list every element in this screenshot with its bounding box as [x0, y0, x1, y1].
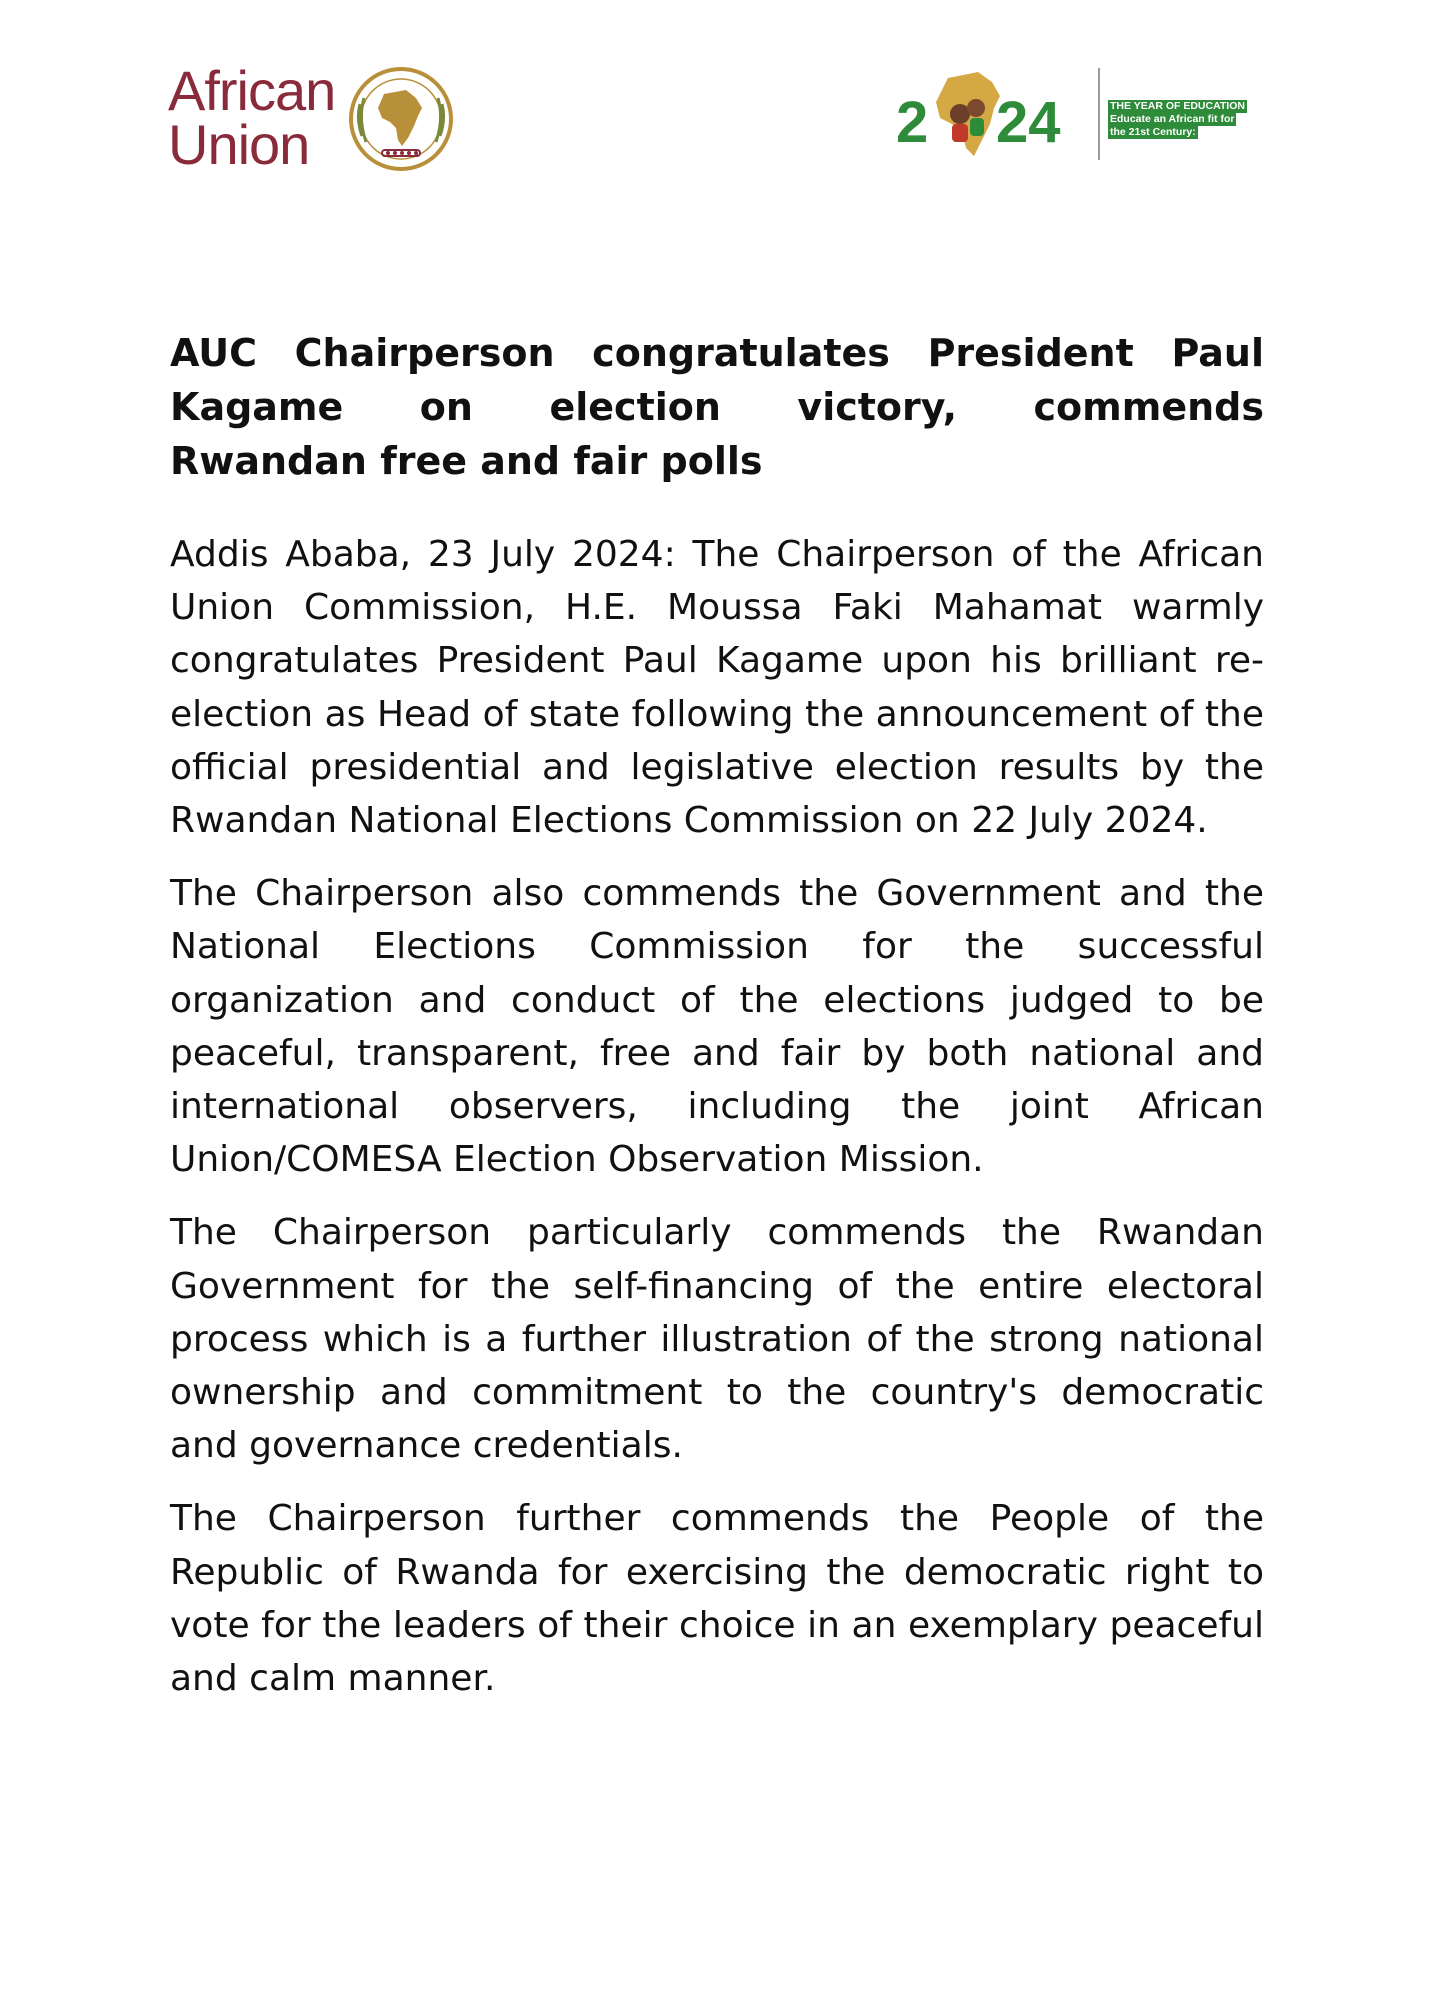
tagline-line2: Educate an African fit for: [1110, 113, 1235, 125]
paragraph-dateline: Addis Ababa, 23 July 2024: The Chairperson of the African Union Commission, H.E. Moussa Faki Mahamat warmly congratulates President Paul Kagame upon his brilliant re-election as Head of state following the announcement of the official presidential and legislative election results by the Rwandan National Elections Commission on 22 July 2024.: [170, 534, 1264, 842]
africa-map-children-icon: [896, 64, 1086, 164]
title-line: Rwandan free and fair polls: [170, 439, 763, 483]
paragraph-self-financing: The Chairperson particularly commends the Rwandan Government for the self-financing of the entire electoral process which is a further illustration of the strong national ownership and commitment to the country's democratic and governance credentials.: [170, 1212, 1264, 1467]
logo-divider: [1098, 68, 1100, 160]
paragraph-commends-people: The Chairperson further commends the People of the Republic of Rwanda for exercising the democratic right to vote for the leaders of their choice in an exemplary peaceful and calm manner.: [170, 1498, 1264, 1700]
press-release-body: [170, 326, 1264, 1725]
title-line: Kagame on election victory, commends: [170, 385, 1264, 429]
paragraph-commends-government: The Chairperson also commends the Government and the National Elections Commission for the successful organization and conduct of the elections judged to be peaceful, transparent, free and fair by both national and international observers, including the joint African Union/COMESA Election Observation Mission.: [170, 873, 1264, 1181]
tagline-line3: the 21st Century:: [1110, 126, 1196, 138]
african-union-emblem-icon: [346, 64, 456, 174]
year-of-education-tagline: [1108, 100, 1268, 139]
letterhead: [0, 0, 1444, 200]
title-line: AUC Chairperson congratulates President Paul: [170, 331, 1264, 375]
year-2024-digits: 24: [996, 90, 1061, 155]
svg-text:2: 2: [896, 90, 929, 155]
press-release-title: [170, 326, 1264, 488]
african-union-wordmark: [168, 59, 336, 176]
au-wordmark-line2: Union: [168, 113, 310, 176]
year-of-education-logo: [896, 64, 1276, 164]
au-wordmark-line1: African: [168, 59, 336, 122]
tagline-line1: THE YEAR OF EDUCATION: [1110, 100, 1245, 112]
african-union-logo: [168, 59, 458, 176]
